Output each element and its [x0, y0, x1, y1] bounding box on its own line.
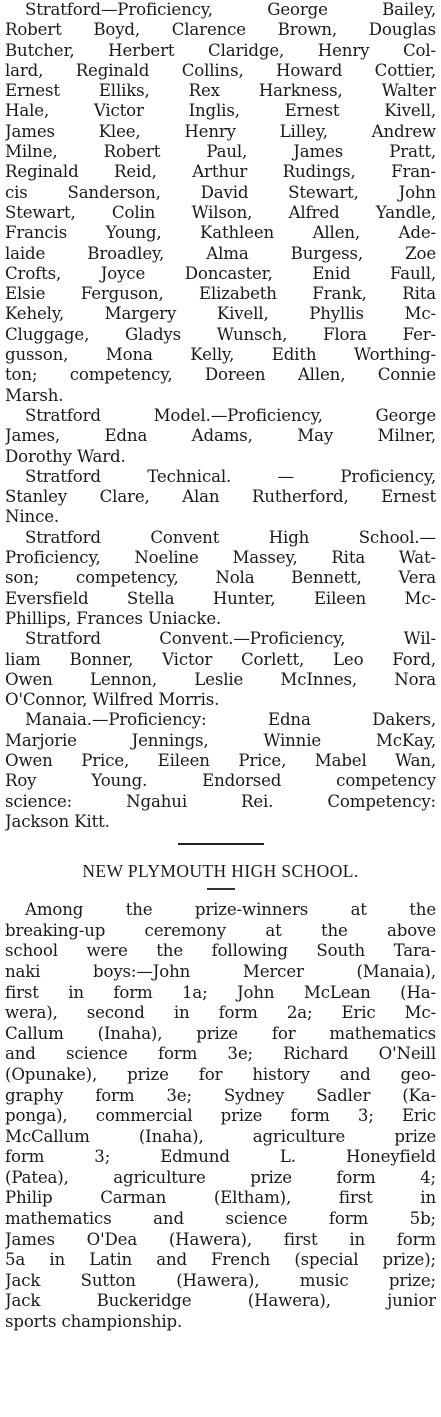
text-line: Dorothy Ward. — [5, 446, 126, 466]
text-line: Stratford Convent High School.— — [25, 527, 436, 547]
text-line: lard, Reginald Collins, Howard Cottier, — [5, 60, 436, 80]
text-line: Phillips, Frances Uniacke. — [5, 608, 222, 628]
text-line: Robert Boyd, Clarence Brown, Douglas — [5, 20, 436, 40]
text-line: Marjorie Jennings, Winnie McKay, — [5, 730, 436, 750]
text-line: James, Edna Adams, May Milner, — [5, 426, 436, 446]
text-line: James O'Dea (Hawera), first in form — [5, 1229, 436, 1249]
text-line: school were the following South Tara- — [5, 941, 436, 961]
text-line: Stewart, Colin Wilson, Alfred Yandle, — [5, 202, 436, 222]
text-line: form 3; Edmund L. Honeyfield — [5, 1147, 436, 1167]
text-line: Manaia.—Proficiency: Edna Dakers, — [25, 710, 436, 730]
text-line: liam Bonner, Victor Corlett, Leo Ford, — [5, 649, 436, 669]
text-line: Stratford Convent.—Proficiency, Wil- — [25, 629, 436, 649]
text-line: Reginald Reid, Arthur Rudings, Fran- — [5, 162, 436, 182]
newspaper-column — [5, 0, 436, 1333]
text-line: sports championship. — [5, 1312, 183, 1332]
section-divider — [178, 843, 264, 845]
text-line: (Patea), agriculture prize form 4; — [5, 1167, 436, 1187]
text-line: 5a in Latin and French (special prize); — [5, 1250, 436, 1270]
text-line: ton; competency, Doreen Allen, Connie — [5, 365, 436, 385]
text-line: Callum (Inaha), prize for mathematics — [5, 1023, 436, 1043]
text-line: Among the prize-winners at the — [25, 900, 436, 920]
text-line: Hale, Victor Inglis, Ernest Kivell, — [5, 101, 436, 121]
text-line: wera), second in form 2a; Eric Mc- — [5, 1003, 436, 1023]
text-line: naki boys:—John Mercer (Manaia), — [5, 961, 436, 981]
text-line: Owen Price, Eileen Price, Mabel Wan, — [5, 750, 436, 770]
text-line: (Opunake), prize for history and geo- — [5, 1064, 436, 1084]
text-line: Jack Sutton (Hawera), music prize; — [5, 1270, 436, 1290]
text-line: gusson, Mona Kelly, Edith Worthing- — [5, 345, 436, 365]
text-line: Cluggage, Gladys Wunsch, Flora Fer- — [5, 324, 436, 344]
text-line: first in form 1a; John McLean (Ha- — [5, 982, 436, 1002]
text-line: laide Broadley, Alma Burgess, Zoe — [5, 243, 436, 263]
text-line: Jack Buckeridge (Hawera), junior — [5, 1291, 436, 1311]
text-line: son; competency, Nola Bennett, Vera — [5, 568, 436, 588]
article-heading: NEW PLYMOUTH HIGH SCHOOL. — [82, 861, 359, 882]
text-line: James Klee, Henry Lilley, Andrew — [5, 121, 436, 141]
text-line: Francis Young, Kathleen Allen, Ade- — [5, 223, 436, 243]
text-line: Marsh. — [5, 385, 64, 405]
text-line: McCallum (Inaha), agriculture prize — [5, 1126, 436, 1146]
school-results-section — [5, 0, 436, 832]
text-line: Eversfield Stella Hunter, Eileen Mc- — [5, 588, 436, 608]
text-line: Nince. — [5, 507, 60, 527]
text-line: mathematics and science form 5b; — [5, 1209, 436, 1229]
text-line: Roy Young. Endorsed competency — [5, 771, 436, 791]
prize-winners-article — [5, 900, 436, 1332]
text-line: Milne, Robert Paul, James Pratt, — [5, 142, 436, 162]
heading-divider — [207, 888, 235, 890]
text-line: Stratford—Proficiency, George Bailey, — [25, 0, 436, 19]
text-line: Proficiency, Noeline Massey, Rita Wat- — [5, 548, 436, 568]
text-line: Ernest Elliks, Rex Harkness, Walter — [5, 81, 436, 101]
text-line: Stratford Technical. — Proficiency, — [25, 466, 436, 486]
text-line: and science form 3e; Richard O'Neill — [5, 1044, 436, 1064]
text-line: Philip Carman (Eltham), first in — [5, 1188, 436, 1208]
text-line: Kehely, Margery Kivell, Phyllis Mc- — [5, 304, 436, 324]
text-line: cis Sanderson, David Stewart, John — [5, 182, 436, 202]
text-line: Stratford Model.—Proficiency, George — [25, 405, 436, 425]
text-line: Butcher, Herbert Claridge, Henry Col- — [5, 40, 436, 60]
text-line: Stanley Clare, Alan Rutherford, Ernest — [5, 487, 436, 507]
text-line: Owen Lennon, Leslie McInnes, Nora — [5, 669, 436, 689]
text-line: O'Connor, Wilfred Morris. — [5, 690, 220, 710]
text-line: Elsie Ferguson, Elizabeth Frank, Rita — [5, 284, 436, 304]
text-line: ponga), commercial prize form 3; Eric — [5, 1106, 436, 1126]
text-line: graphy form 3e; Sydney Sadler (Ka- — [5, 1085, 436, 1105]
text-line: Crofts, Joyce Doncaster, Enid Faull, — [5, 263, 436, 283]
text-line: science: Ngahui Rei. Competency: — [5, 791, 436, 811]
text-line: breaking-up ceremony at the above — [5, 920, 436, 940]
text-line: Jackson Kitt. — [5, 811, 110, 831]
